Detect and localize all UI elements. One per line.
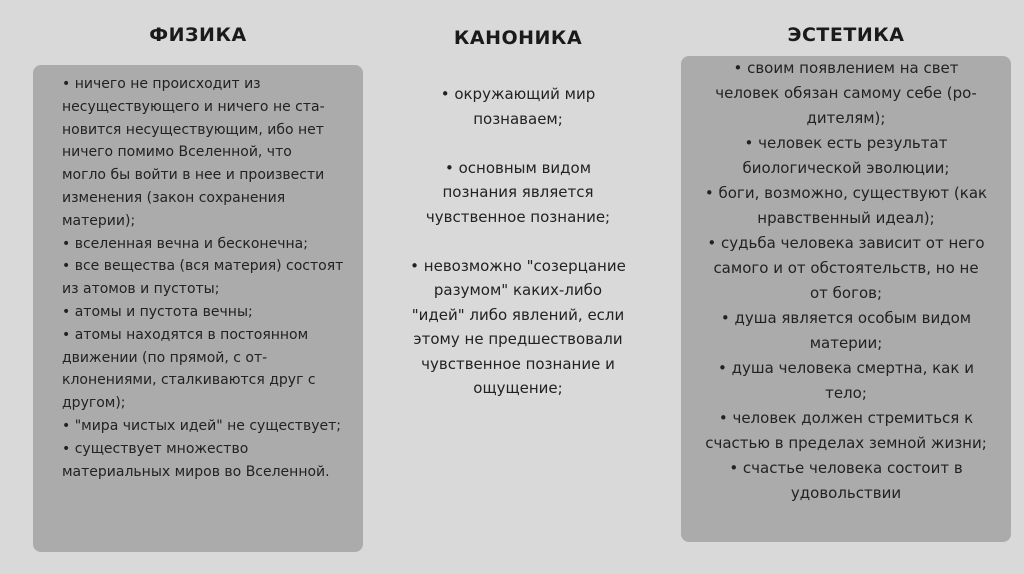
aesthetics-line: человек обязан самому себе (ро- <box>715 84 977 102</box>
physics-line: могло бы войти в нее и произвести <box>62 167 325 184</box>
physics-line: ничего помимо Вселенной, что <box>62 144 292 161</box>
physics-line: движении (по прямой, с от- <box>62 349 268 366</box>
aesthetics-heading: ЭСТЕТИКА <box>787 24 905 46</box>
aesthetics-line: • душа является особым видом <box>720 309 972 327</box>
aesthetics-line: тело; <box>825 384 867 402</box>
physics-line: материи); <box>62 212 136 229</box>
aesthetics-line: биологической эволюции; <box>742 159 950 177</box>
aesthetics-line: • боги, возможно, существуют (как <box>704 184 988 202</box>
canon-line: чувственное познание; <box>425 207 611 226</box>
aesthetics-panel <box>681 56 1011 542</box>
canon-line: познаваем; <box>473 109 563 128</box>
aesthetics-line: самого и от обстоятельств, но не <box>713 259 979 277</box>
canon-spacer <box>358 131 678 156</box>
aesthetics-line: нравственный идеал); <box>757 209 935 227</box>
physics-line: • ничего не происходит из <box>62 76 261 92</box>
canon-line: ощущение; <box>473 379 563 397</box>
aesthetics-line: от богов; <box>809 284 883 302</box>
physics-line: другом); <box>62 395 126 412</box>
canon-line: разумом" каких-либо <box>433 281 603 299</box>
canon-heading: КАНОНИКА <box>453 27 583 49</box>
canon-column <box>358 82 678 401</box>
physics-line: • существует множество <box>62 440 249 457</box>
physics-line: клонениями, сталкиваются друг с <box>62 372 316 389</box>
aesthetics-line: • человек должен стремиться к <box>718 409 974 427</box>
physics-line: из атомов и пустоты; <box>62 281 220 298</box>
physics-line: несуществующего и ничего не ста- <box>62 98 325 115</box>
physics-line: • атомы и пустота вечны; <box>62 303 253 320</box>
physics-line: изменения (закон сохранения <box>62 189 286 206</box>
physics-line: • "мира чистых идей" не существует; <box>62 417 341 434</box>
aesthetics-line: счастью в пределах земной жизни; <box>705 434 987 452</box>
aesthetics-line: материи; <box>809 334 883 352</box>
physics-line: • все вещества (вся материя) состоят <box>62 258 344 275</box>
canon-line: "идей" либо явлений, если <box>411 305 625 324</box>
aesthetics-line: дителям); <box>806 109 886 127</box>
canon-line: познания является <box>442 183 594 201</box>
aesthetics-line: • судьба человека зависит от него <box>707 234 985 252</box>
canon-line: этому не предшествовали <box>413 330 623 348</box>
physics-line: • атомы находятся в постоянном <box>62 326 309 343</box>
physics-panel <box>33 65 363 552</box>
canon-line: чувственное познание и <box>421 354 615 373</box>
canon-line: • основным видом <box>444 158 592 177</box>
aesthetics-line: • счастье человека состоит в <box>729 459 963 477</box>
aesthetics-line: • человек есть результат <box>744 134 948 152</box>
canon-spacer <box>358 229 678 254</box>
aesthetics-line: удовольствии <box>790 484 902 502</box>
canon-line: • окружающий мир <box>440 85 596 103</box>
physics-heading: ФИЗИКА <box>149 24 247 46</box>
physics-line: материальных миров во Вселенной. <box>62 463 330 480</box>
aesthetics-line: • душа человека смертна, как и <box>718 359 974 377</box>
physics-line: • вселенная вечна и бесконечна; <box>62 235 308 252</box>
canon-line: • невозможно "созерцание <box>410 256 626 275</box>
physics-line: новится несуществующим, ибо нет <box>62 121 324 138</box>
aesthetics-line: • своим появлением на свет <box>733 59 959 77</box>
